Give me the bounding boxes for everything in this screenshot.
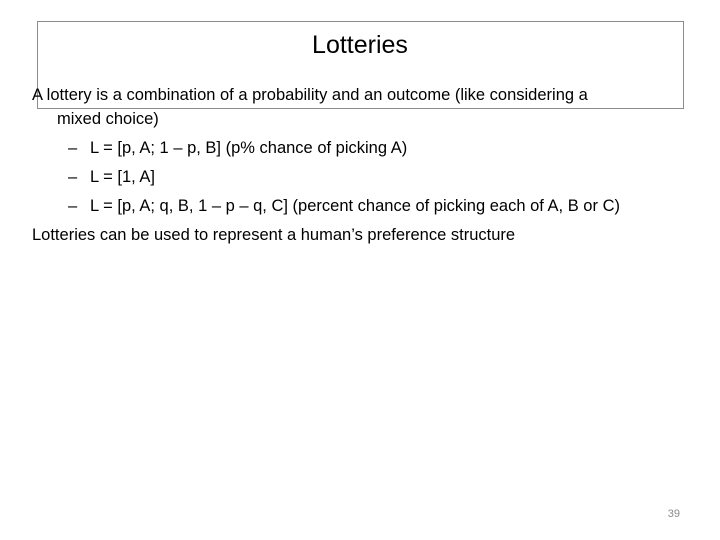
slide-title: Lotteries: [312, 31, 408, 59]
bullet-preference-structure: Lotteries can be used to represent a human’s preference structure: [32, 226, 516, 244]
sub-bullet-two-outcomes: [68, 137, 407, 159]
sub-bullet-text: L = [p, A; 1 – p, B] (p% chance of picking A): [90, 139, 408, 157]
sub-bullet-certain-outcome: [68, 166, 155, 188]
page-number: 39: [667, 508, 680, 520]
sub-bullet-marker: –: [68, 139, 78, 157]
bullet-lottery-definition: A lottery is a combination of a probability and an outcome (like considering a: [32, 86, 588, 104]
sub-bullet-text: L = [p, A; q, B, 1 – p – q, C] (percent chance of picking each of A, B or C): [90, 197, 620, 215]
sub-bullet-marker: –: [68, 168, 78, 186]
sub-bullet-marker: –: [68, 197, 78, 215]
sub-bullet-three-outcomes: [68, 195, 620, 217]
sub-bullet-text: L = [1, A]: [90, 168, 155, 186]
bullet-lottery-definition-continued: mixed choice): [57, 110, 159, 128]
